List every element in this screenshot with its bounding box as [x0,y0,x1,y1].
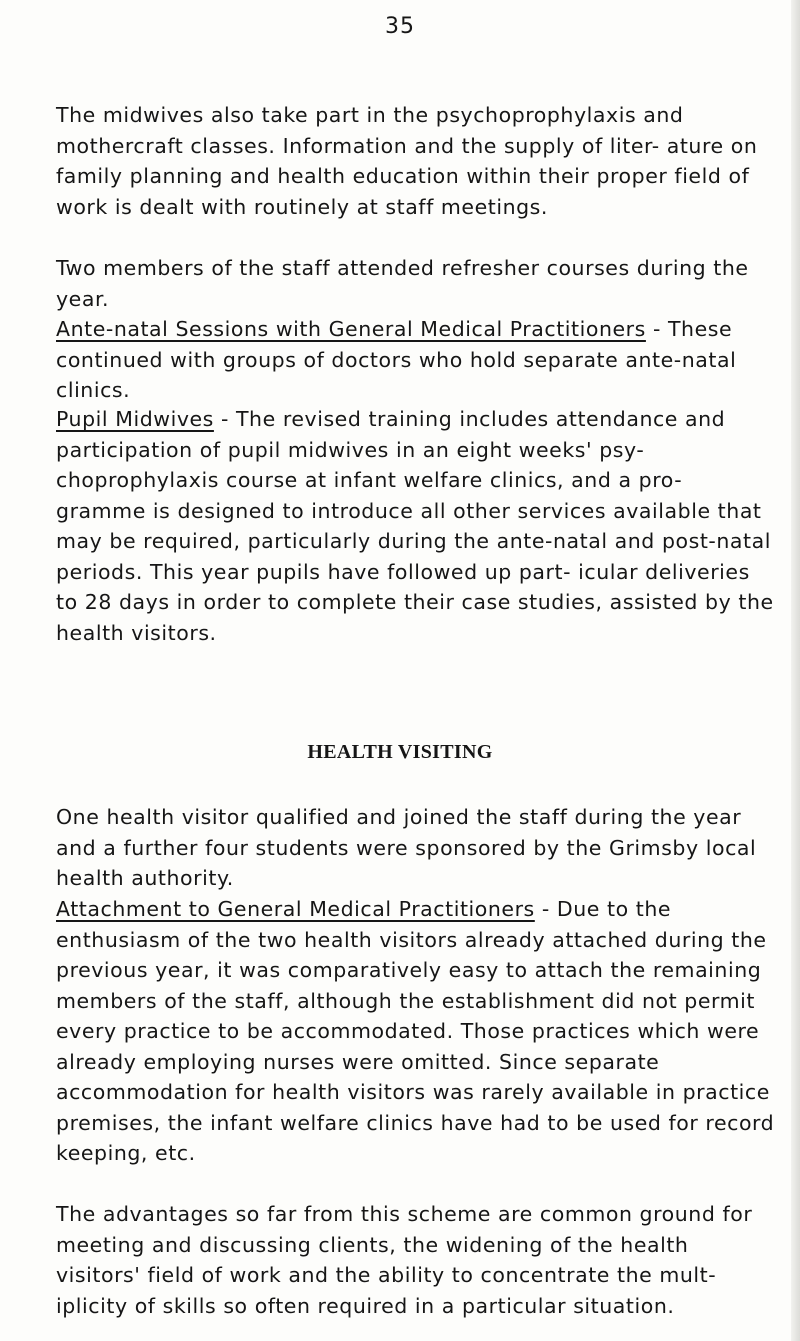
section-heading-health-visiting: HEALTH VISITING [307,741,493,763]
paragraph-attachment [56,894,776,1169]
paragraph-attachment-body: - Due to the enthusiasm of the two health visitors already attached during the previous year, it was comparatively easy to attach the remaining members of the staff, although the establishment did not permit every practice to be accommodated. Those practices which were already employing nurses were omitted. Since separate accommodation for health visitors was rarely available in practice premises, the infant welfare clinics have had to be used for record keeping, etc. [56,897,775,1165]
paragraph-ante-natal-sessions [56,314,776,406]
paragraph-refresher-courses: Two members of the staff attended refresher courses during the year. [56,256,749,311]
paragraph-midwives-classes: The midwives also take part in the psychoprophylaxis and mothercraft classes. Information and the supply of liter- ature on family planning and health education within their proper field of work is dealt with routinely at staff meetings. [56,103,758,219]
paragraph-pupil-midwives [56,404,776,648]
page-number: 35 [385,14,415,39]
subheading-attachment: Attachment to General Medical Practitioners [56,897,535,921]
subheading-pupil-midwives: Pupil Midwives [56,407,214,431]
paragraph-health-visitor-qualified: One health visitor qualified and joined the staff during the year and a further four students were sponsored by the Grimsby local health authority. [56,805,757,890]
paragraph-pupil-midwives-body: - The revised training includes attendance and participation of pupil midwives in an eight weeks' psy- choprophylaxis course at infant welfare clinics, and a pro- gramme is designed to introduce all other services available that may be required, particularly during the ante-natal and post-natal periods. This year pupils have followed up part- icular deliveries to 28 days in order to complete their case studies, assisted by the health visitors. [56,407,774,645]
page-edge-shadow [791,0,800,1341]
subheading-ante-natal-sessions: Ante-natal Sessions with General Medical Practitioners [56,317,646,341]
paragraph-advantages: The advantages so far from this scheme are common ground for meeting and discussing clients, the widening of the health visitors' field of work and the ability to concentrate the mult- iplicity of skills so often required in a particular situation. [56,1202,753,1318]
paragraph-ante-natal-body: - These continued with groups of doctors who hold separate ante-natal clinics. [56,317,737,402]
